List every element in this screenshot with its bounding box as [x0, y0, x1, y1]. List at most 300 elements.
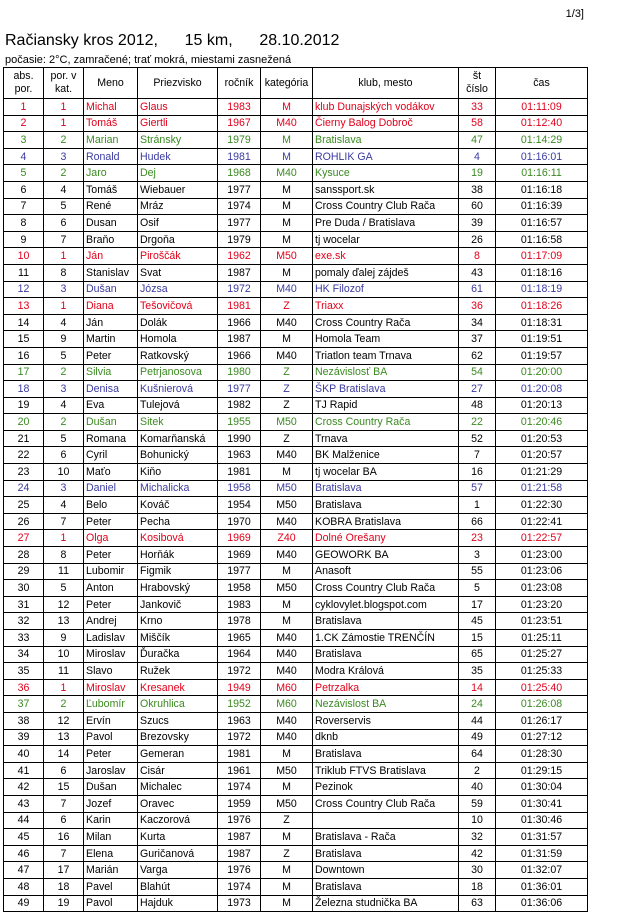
cell-por-v-kat: 5	[44, 580, 84, 597]
cell-meno: Dušan	[84, 281, 138, 298]
cell-rocnik: 1974	[218, 878, 261, 895]
cell-cas: 01:23:08	[496, 580, 588, 597]
cell-meno: Ľubomír	[84, 696, 138, 713]
cell-por-v-kat: 13	[44, 613, 84, 630]
cell-meno: Slavo	[84, 663, 138, 680]
cell-priezvisko: Homola	[138, 331, 218, 348]
cell-priezvisko: Kaczorová	[138, 812, 218, 829]
table-row	[4, 215, 588, 232]
cell-rocnik: 1977	[218, 181, 261, 198]
cell-klub-mesto: sanssport.sk	[313, 181, 459, 198]
cell-abs-por: 34	[4, 646, 44, 663]
cell-klub-mesto: Cross Country Club Rača	[313, 198, 459, 215]
cell-rocnik: 1974	[218, 779, 261, 796]
cell-abs-por: 44	[4, 812, 44, 829]
cell-por-v-kat: 3	[44, 381, 84, 398]
cell-priezvisko: Wiebauer	[138, 181, 218, 198]
header-kategoria: kategória	[261, 68, 313, 99]
cell-st-cislo: 45	[459, 613, 496, 630]
cell-kategoria: M	[261, 215, 313, 232]
cell-por-v-kat: 1	[44, 115, 84, 132]
cell-kategoria: Z	[261, 298, 313, 315]
cell-st-cislo: 19	[459, 165, 496, 182]
cell-kategoria: M60	[261, 679, 313, 696]
cell-kategoria: M	[261, 563, 313, 580]
cell-kategoria: M40	[261, 165, 313, 182]
cell-priezvisko: Komarňanská	[138, 430, 218, 447]
cell-cas: 01:16:11	[496, 165, 588, 182]
cell-kategoria: M40	[261, 513, 313, 530]
cell-klub-mesto: Trnava	[313, 430, 459, 447]
cell-kategoria: M	[261, 779, 313, 796]
table-row	[4, 779, 588, 796]
cell-meno: Marian	[84, 132, 138, 149]
cell-klub-mesto: KOBRA Bratislava	[313, 513, 459, 530]
cell-priezvisko: Bohunický	[138, 447, 218, 464]
cell-cas: 01:20:57	[496, 447, 588, 464]
cell-st-cislo: 59	[459, 795, 496, 812]
cell-rocnik: 1964	[218, 646, 261, 663]
cell-st-cislo: 60	[459, 198, 496, 215]
cell-rocnik: 1961	[218, 762, 261, 779]
table-row	[4, 198, 588, 215]
cell-meno: Ján	[84, 248, 138, 265]
cell-klub-mesto: Triatlon team Trnava	[313, 347, 459, 364]
cell-priezvisko: Kušnierová	[138, 381, 218, 398]
cell-kategoria: Z	[261, 845, 313, 862]
cell-klub-mesto: ROHLIK GA	[313, 148, 459, 165]
cell-st-cislo: 23	[459, 530, 496, 547]
cell-kategoria: M	[261, 746, 313, 763]
cell-rocnik: 1958	[218, 580, 261, 597]
cell-por-v-kat: 7	[44, 513, 84, 530]
table-row	[4, 381, 588, 398]
cell-cas: 01:31:57	[496, 829, 588, 846]
cell-meno: Diana	[84, 298, 138, 315]
cell-klub-mesto: Pezinok	[313, 779, 459, 796]
cell-st-cislo: 39	[459, 215, 496, 232]
cell-priezvisko: Hajduk	[138, 895, 218, 912]
cell-abs-por: 31	[4, 596, 44, 613]
cell-por-v-kat: 7	[44, 845, 84, 862]
cell-priezvisko: Giertli	[138, 115, 218, 132]
cell-klub-mesto: Nezávislosť BA	[313, 364, 459, 381]
cell-cas: 01:25:27	[496, 646, 588, 663]
cell-klub-mesto: HK Filozof	[313, 281, 459, 298]
cell-st-cislo: 14	[459, 679, 496, 696]
cell-rocnik: 1970	[218, 513, 261, 530]
cell-kategoria: M	[261, 613, 313, 630]
cell-priezvisko: Drgoňa	[138, 231, 218, 248]
cell-abs-por: 14	[4, 314, 44, 331]
table-row	[4, 480, 588, 497]
cell-cas: 01:19:57	[496, 347, 588, 364]
cell-abs-por: 25	[4, 497, 44, 514]
cell-priezvisko: Michalec	[138, 779, 218, 796]
cell-st-cislo: 58	[459, 115, 496, 132]
cell-st-cislo: 66	[459, 513, 496, 530]
cell-por-v-kat: 6	[44, 215, 84, 232]
cell-kategoria: M	[261, 596, 313, 613]
cell-st-cislo: 43	[459, 264, 496, 281]
cell-meno: Jaroslav	[84, 762, 138, 779]
cell-st-cislo: 49	[459, 729, 496, 746]
cell-cas: 01:20:53	[496, 430, 588, 447]
cell-st-cislo: 48	[459, 397, 496, 414]
cell-cas: 01:25:11	[496, 630, 588, 647]
cell-por-v-kat: 5	[44, 198, 84, 215]
cell-meno: René	[84, 198, 138, 215]
cell-abs-por: 40	[4, 746, 44, 763]
header-cas: čas	[496, 68, 588, 99]
cell-abs-por: 42	[4, 779, 44, 796]
cell-abs-por: 18	[4, 381, 44, 398]
cell-abs-por: 47	[4, 862, 44, 879]
table-row	[4, 646, 588, 663]
cell-priezvisko: Varga	[138, 862, 218, 879]
cell-abs-por: 29	[4, 563, 44, 580]
cell-abs-por: 26	[4, 513, 44, 530]
cell-klub-mesto: BK Malženice	[313, 447, 459, 464]
cell-rocnik: 1966	[218, 347, 261, 364]
cell-kategoria: M	[261, 264, 313, 281]
cell-meno: Peter	[84, 596, 138, 613]
cell-st-cislo: 8	[459, 248, 496, 265]
cell-cas: 01:18:26	[496, 298, 588, 315]
cell-klub-mesto: 1.CK Zámostie TRENČÍN	[313, 630, 459, 647]
cell-por-v-kat: 2	[44, 696, 84, 713]
cell-kategoria: M	[261, 148, 313, 165]
table-row	[4, 298, 588, 315]
cell-por-v-kat: 2	[44, 414, 84, 431]
cell-st-cislo: 54	[459, 364, 496, 381]
cell-por-v-kat: 4	[44, 181, 84, 198]
cell-kategoria: M40	[261, 630, 313, 647]
cell-rocnik: 1976	[218, 812, 261, 829]
cell-kategoria: M50	[261, 480, 313, 497]
cell-st-cislo: 57	[459, 480, 496, 497]
cell-klub-mesto: Bratislava	[313, 845, 459, 862]
cell-st-cislo: 15	[459, 630, 496, 647]
cell-rocnik: 1987	[218, 845, 261, 862]
weather-note: počasie: 2°C, zamračené; trať mokrá, miestami zasnežená	[5, 54, 292, 66]
cell-st-cislo: 1	[459, 497, 496, 514]
cell-rocnik: 1987	[218, 829, 261, 846]
cell-st-cislo: 5	[459, 580, 496, 597]
cell-cas: 01:17:09	[496, 248, 588, 265]
cell-cas: 01:29:15	[496, 762, 588, 779]
cell-st-cislo: 35	[459, 663, 496, 680]
cell-cas: 01:16:39	[496, 198, 588, 215]
cell-klub-mesto: ŠKP Bratislava	[313, 381, 459, 398]
table-row	[4, 712, 588, 729]
cell-rocnik: 1954	[218, 497, 261, 514]
cell-abs-por: 23	[4, 464, 44, 481]
cell-por-v-kat: 6	[44, 447, 84, 464]
cell-klub-mesto: Cross Country Club Rača	[313, 580, 459, 597]
cell-st-cislo: 4	[459, 148, 496, 165]
cell-rocnik: 1977	[218, 381, 261, 398]
cell-st-cislo: 61	[459, 281, 496, 298]
cell-cas: 01:14:29	[496, 132, 588, 149]
table-row	[4, 679, 588, 696]
cell-cas: 01:21:58	[496, 480, 588, 497]
table-row	[4, 762, 588, 779]
cell-st-cislo: 62	[459, 347, 496, 364]
table-row	[4, 530, 588, 547]
cell-abs-por: 27	[4, 530, 44, 547]
cell-kategoria: M	[261, 829, 313, 846]
cell-abs-por: 21	[4, 430, 44, 447]
cell-meno: Dušan	[84, 414, 138, 431]
cell-priezvisko: Ružek	[138, 663, 218, 680]
cell-klub-mesto	[313, 812, 459, 829]
cell-st-cislo: 16	[459, 464, 496, 481]
cell-priezvisko: Kováč	[138, 497, 218, 514]
cell-meno: Pavol	[84, 729, 138, 746]
cell-por-v-kat: 7	[44, 795, 84, 812]
cell-abs-por: 20	[4, 414, 44, 431]
cell-kategoria: M	[261, 181, 313, 198]
cell-kategoria: Z	[261, 430, 313, 447]
cell-priezvisko: Osif	[138, 215, 218, 232]
cell-abs-por: 30	[4, 580, 44, 597]
cell-meno: Jaro	[84, 165, 138, 182]
cell-priezvisko: Kiňo	[138, 464, 218, 481]
cell-por-v-kat: 1	[44, 530, 84, 547]
cell-cas: 01:25:40	[496, 679, 588, 696]
cell-rocnik: 1959	[218, 795, 261, 812]
table-row	[4, 845, 588, 862]
cell-kategoria: M	[261, 862, 313, 879]
cell-priezvisko: Dolák	[138, 314, 218, 331]
cell-st-cislo: 64	[459, 746, 496, 763]
table-row	[4, 231, 588, 248]
cell-kategoria: M40	[261, 281, 313, 298]
cell-meno: Lubomir	[84, 563, 138, 580]
cell-kategoria: M40	[261, 712, 313, 729]
table-row	[4, 878, 588, 895]
cell-por-v-kat: 10	[44, 646, 84, 663]
cell-klub-mesto: klub Dunajských vodákov	[313, 99, 459, 116]
cell-cas: 01:31:59	[496, 845, 588, 862]
cell-meno: Stanislav	[84, 264, 138, 281]
cell-st-cislo: 47	[459, 132, 496, 149]
cell-cas: 01:22:57	[496, 530, 588, 547]
cell-abs-por: 49	[4, 895, 44, 912]
cell-kategoria: M	[261, 132, 313, 149]
cell-klub-mesto: Čierny Balog Dobroč	[313, 115, 459, 132]
cell-klub-mesto: Modra Králová	[313, 663, 459, 680]
cell-kategoria: Z	[261, 812, 313, 829]
cell-por-v-kat: 2	[44, 165, 84, 182]
cell-st-cislo: 44	[459, 712, 496, 729]
cell-klub-mesto: Kysuce	[313, 165, 459, 182]
cell-cas: 01:19:51	[496, 331, 588, 348]
cell-cas: 01:18:16	[496, 264, 588, 281]
cell-cas: 01:26:17	[496, 712, 588, 729]
cell-cas: 01:28:30	[496, 746, 588, 763]
cell-priezvisko: Svat	[138, 264, 218, 281]
cell-klub-mesto: Bratislava	[313, 878, 459, 895]
cell-kategoria: M40	[261, 646, 313, 663]
cell-meno: Milan	[84, 829, 138, 846]
cell-kategoria: M40	[261, 447, 313, 464]
cell-cas: 01:27:12	[496, 729, 588, 746]
cell-klub-mesto: Triklub FTVS Bratislava	[313, 762, 459, 779]
cell-priezvisko: Guričanová	[138, 845, 218, 862]
cell-klub-mesto: exe.sk	[313, 248, 459, 265]
table-row	[4, 613, 588, 630]
cell-klub-mesto: Cross Country Club Rača	[313, 795, 459, 812]
cell-kategoria: M60	[261, 696, 313, 713]
cell-klub-mesto: dknb	[313, 729, 459, 746]
cell-st-cislo: 33	[459, 99, 496, 116]
cell-kategoria: M50	[261, 795, 313, 812]
header-klub-mesto: klub, mesto	[313, 68, 459, 99]
cell-meno: Romana	[84, 430, 138, 447]
cell-meno: Marián	[84, 862, 138, 879]
cell-kategoria: M	[261, 878, 313, 895]
cell-rocnik: 1983	[218, 596, 261, 613]
page-number: 1/3]	[565, 8, 584, 20]
cell-priezvisko: Pecha	[138, 513, 218, 530]
cell-kategoria: Z	[261, 397, 313, 414]
cell-cas: 01:20:46	[496, 414, 588, 431]
cell-por-v-kat: 5	[44, 430, 84, 447]
cell-st-cislo: 24	[459, 696, 496, 713]
table-row	[4, 812, 588, 829]
cell-por-v-kat: 1	[44, 248, 84, 265]
cell-abs-por: 3	[4, 132, 44, 149]
cell-meno: Ervín	[84, 712, 138, 729]
cell-meno: Peter	[84, 746, 138, 763]
cell-klub-mesto: Pre Duda / Bratislava	[313, 215, 459, 232]
cell-rocnik: 1962	[218, 248, 261, 265]
cell-klub-mesto: Bratislava	[313, 480, 459, 497]
cell-abs-por: 41	[4, 762, 44, 779]
cell-priezvisko: Hudek	[138, 148, 218, 165]
cell-abs-por: 15	[4, 331, 44, 348]
cell-por-v-kat: 10	[44, 464, 84, 481]
cell-priezvisko: Okruhlica	[138, 696, 218, 713]
cell-por-v-kat: 2	[44, 132, 84, 149]
cell-cas: 01:23:20	[496, 596, 588, 613]
table-row	[4, 696, 588, 713]
cell-priezvisko: Sitek	[138, 414, 218, 431]
cell-st-cislo: 27	[459, 381, 496, 398]
header-st-cislo: št číslo	[459, 68, 496, 99]
cell-rocnik: 1981	[218, 148, 261, 165]
header-por-v-kat: por. v kat.	[44, 68, 84, 99]
table-row	[4, 663, 588, 680]
cell-cas: 01:30:46	[496, 812, 588, 829]
cell-cas: 01:18:19	[496, 281, 588, 298]
cell-rocnik: 1979	[218, 231, 261, 248]
cell-kategoria: M40	[261, 314, 313, 331]
cell-cas: 01:22:41	[496, 513, 588, 530]
cell-st-cislo: 26	[459, 231, 496, 248]
cell-meno: Anton	[84, 580, 138, 597]
cell-por-v-kat: 8	[44, 547, 84, 564]
cell-cas: 01:32:07	[496, 862, 588, 879]
cell-cas: 01:23:06	[496, 563, 588, 580]
header-rocnik: ročník	[218, 68, 261, 99]
cell-por-v-kat: 1	[44, 679, 84, 696]
cell-por-v-kat: 4	[44, 314, 84, 331]
cell-abs-por: 10	[4, 248, 44, 265]
cell-priezvisko: Tešovičová	[138, 298, 218, 315]
cell-rocnik: 1969	[218, 547, 261, 564]
table-row	[4, 264, 588, 281]
cell-kategoria: M	[261, 464, 313, 481]
cell-cas: 01:11:09	[496, 99, 588, 116]
table-row	[4, 115, 588, 132]
cell-meno: Jozef	[84, 795, 138, 812]
table-row	[4, 513, 588, 530]
cell-rocnik: 1967	[218, 115, 261, 132]
cell-rocnik: 1972	[218, 281, 261, 298]
cell-rocnik: 1979	[218, 132, 261, 149]
cell-meno: Peter	[84, 513, 138, 530]
page-title: Račiansky kros 2012, 15 km, 28.10.2012	[5, 32, 340, 49]
cell-priezvisko: Szucs	[138, 712, 218, 729]
cell-cas: 01:18:31	[496, 314, 588, 331]
table-row	[4, 165, 588, 182]
table-row	[4, 547, 588, 564]
cell-kategoria: M	[261, 231, 313, 248]
cell-priezvisko: Jankovič	[138, 596, 218, 613]
cell-cas: 01:16:18	[496, 181, 588, 198]
cell-st-cislo: 55	[459, 563, 496, 580]
cell-rocnik: 1949	[218, 679, 261, 696]
cell-priezvisko: Dej	[138, 165, 218, 182]
cell-cas: 01:23:00	[496, 547, 588, 564]
table-row	[4, 430, 588, 447]
cell-rocnik: 1977	[218, 215, 261, 232]
cell-meno: Tomáš	[84, 115, 138, 132]
cell-priezvisko: Kosibová	[138, 530, 218, 547]
cell-kategoria: Z	[261, 364, 313, 381]
cell-priezvisko: Stránsky	[138, 132, 218, 149]
table-header-row	[4, 68, 588, 99]
cell-rocnik: 1974	[218, 198, 261, 215]
cell-kategoria: M	[261, 198, 313, 215]
cell-priezvisko: Cisár	[138, 762, 218, 779]
cell-por-v-kat: 18	[44, 878, 84, 895]
cell-priezvisko: Kurta	[138, 829, 218, 846]
cell-meno: Miroslav	[84, 646, 138, 663]
cell-klub-mesto: Bratislava - Rača	[313, 829, 459, 846]
cell-klub-mesto: Bratislava	[313, 746, 459, 763]
cell-priezvisko: Gemeran	[138, 746, 218, 763]
cell-klub-mesto: pomaly ďalej zájdeš	[313, 264, 459, 281]
cell-rocnik: 1981	[218, 746, 261, 763]
cell-por-v-kat: 6	[44, 762, 84, 779]
cell-meno: Karin	[84, 812, 138, 829]
cell-rocnik: 1958	[218, 480, 261, 497]
cell-klub-mesto: GEOWORK BA	[313, 547, 459, 564]
cell-cas: 01:21:29	[496, 464, 588, 481]
table-row	[4, 746, 588, 763]
table-row	[4, 414, 588, 431]
cell-por-v-kat: 13	[44, 729, 84, 746]
cell-rocnik: 1981	[218, 298, 261, 315]
cell-priezvisko: Mráz	[138, 198, 218, 215]
table-row	[4, 447, 588, 464]
cell-priezvisko: Piroščák	[138, 248, 218, 265]
cell-cas: 01:30:04	[496, 779, 588, 796]
